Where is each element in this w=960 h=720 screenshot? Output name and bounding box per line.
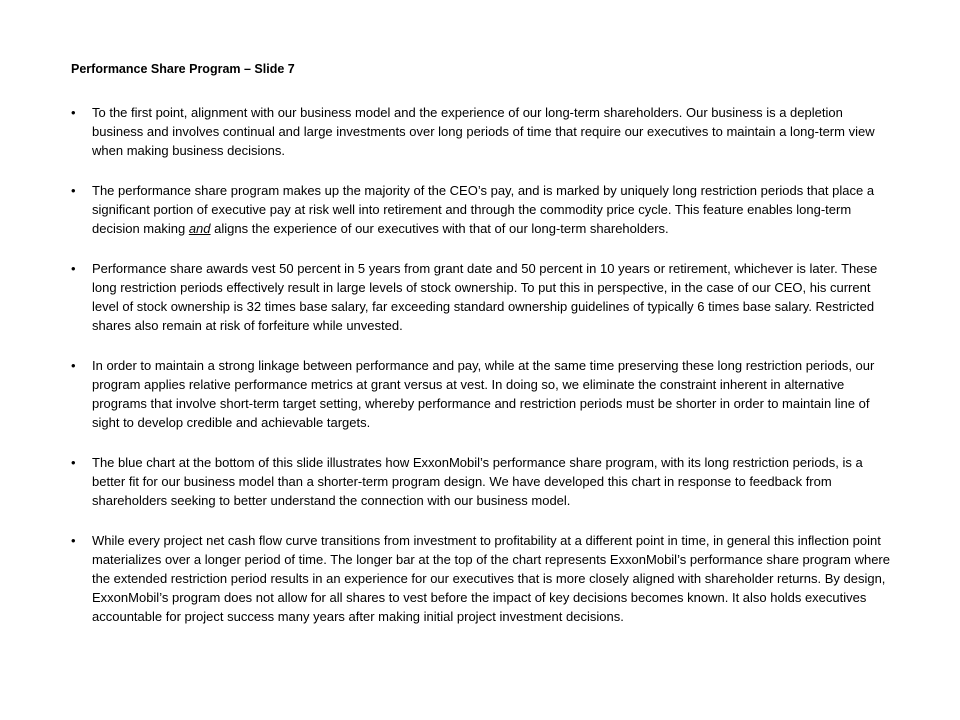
bullet-icon: • [71,533,76,548]
bullet-text: While every project net cash flow curve transitions from investment to profitability at a different point in time, in general this inflection point materializes over a longer period of time. The longer bar at the top of the chart represents ExxonMobil’s performance share program where the extended restriction period results in an experience for our executives that is more closely aligned with shareholder returns. By design, ExxonMobil’s program does not allow for all shares to vest before the impact of key decisions becomes known. It also holds executives accountable for project success many years after making initial project investment decisions. [92,533,890,624]
bullet-item [71,531,891,626]
bullet-text [92,183,874,236]
bullet-icon: • [71,105,76,120]
bullet-icon: • [71,261,76,276]
bullet-text: To the first point, alignment with our business model and the experience of our long-term shareholders. Our business is a depletion business and involves continual and large investments over long periods of time that require our executives to maintain a long-term view when making business decisions. [92,105,875,158]
bullet-item [71,103,891,160]
emphasized-word: and [188,221,211,236]
bullet-text-part: The performance share program makes up the majority of the CEO’s pay, and is marked by uniquely long restriction periods that place a significant portion of executive pay at risk well into retirement and through the commodity price cycle. This feature enables long-term decision making [92,183,875,236]
bullet-text-part: aligns the experience of our executives with that of our long-term shareholders. [210,221,669,236]
bullet-icon: • [71,183,76,198]
bullet-item [71,453,891,510]
bullet-text: Performance share awards vest 50 percent in 5 years from grant date and 50 percent in 10 years or retirement, whichever is later. These long restriction periods effectively result in large levels of stock ownership. To put this in perspective, in the case of our CEO, his current level of stock ownership is 32 times base salary, far exceeding standard ownership guidelines of typically 6 times base salary. Restricted shares also remain at risk of forfeiture while unvested. [92,261,878,333]
page-title: Performance Share Program – Slide 7 [71,62,295,76]
bullet-item [71,259,891,335]
bullet-icon: • [71,358,76,373]
bullet-icon: • [71,455,76,470]
bullet-list [71,103,891,647]
bullet-text: The blue chart at the bottom of this slide illustrates how ExxonMobil’s performance share program, with its long restriction periods, is a better fit for our business model than a shorter-term program design. We have developed this chart in response to feedback from shareholders seeking to better understand the connection with our business model. [92,455,863,508]
bullet-item [71,181,891,238]
bullet-text: In order to maintain a strong linkage between performance and pay, while at the same time preserving these long restriction periods, our program applies relative performance metrics at grant versus at vest. In doing so, we eliminate the constraint inherent in alternative programs that involve short-term target setting, whereby performance and restriction periods must be shorter in order to maintain line of sight to develop credible and achievable targets. [92,358,875,430]
bullet-item [71,356,891,432]
